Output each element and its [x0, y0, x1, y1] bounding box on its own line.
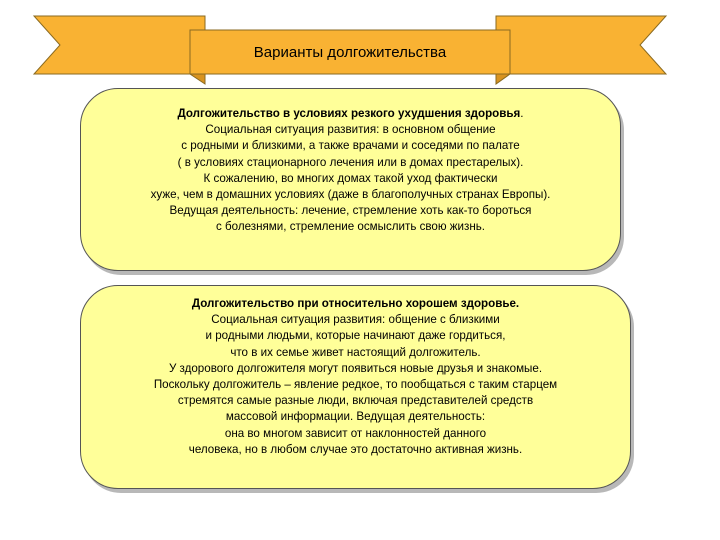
card-text-line: что в их семье живет настоящий долгожитель. — [230, 345, 481, 359]
variant-card-good-health — [80, 285, 631, 489]
card-text-line: человека, но в любом случае это достаточно активная жизнь. — [188, 442, 523, 456]
card-text-line: Социальная ситуация развития: в основном общение — [205, 123, 496, 137]
card-text-line: стремятся самые разные люди, включая представителей средств — [177, 394, 534, 408]
variant-card-poor-health — [80, 88, 621, 271]
card-text-line: У здорового долгожителя могут появиться новые друзья и знакомые. — [168, 361, 543, 375]
ribbon-left-tail — [34, 16, 205, 74]
card-text-line: она во многом зависит от наклонностей данного — [224, 426, 487, 440]
card-heading: Долгожительство при относительно хорошем здоровье. — [191, 297, 520, 310]
card-text-line: с родными и близкими, а также врачами и соседями по палате — [181, 139, 520, 153]
card-heading: Долгожительство в условиях резкого ухудшения здоровья — [177, 107, 521, 120]
card-text-line: и родными людьми, которые начинают даже гордиться, — [205, 329, 506, 343]
ribbon-right-fold — [496, 74, 510, 84]
page-title: Варианты долгожительства — [253, 43, 447, 61]
card-text-line: массовой информации. Ведущая деятельность: — [225, 410, 486, 424]
card-heading-suffix: . — [520, 107, 524, 120]
card-heading-line — [81, 106, 620, 122]
card-text-line: ( в условиях стационарного лечения или в домах престарелых). — [177, 155, 524, 169]
ribbon-left-fold — [190, 74, 205, 84]
card-text-line: с болезнями, стремление осмыслить свою жизнь. — [216, 220, 485, 234]
card-text-line: Поскольку долгожитель – явление редкое, то пообщаться с таким старцем — [153, 378, 558, 392]
card-text-line: К сожалению, во многих домах такой уход фактически — [203, 171, 498, 185]
card-text-line: Ведущая деятельность: лечение, стремление хоть как-то бороться — [169, 204, 532, 218]
card-text-line: хуже, чем в домашних условиях (даже в благополучных странах Европы). — [150, 188, 551, 202]
card-text-line: Социальная ситуация развития: общение с близкими — [211, 313, 500, 327]
ribbon-right-tail — [496, 16, 666, 74]
